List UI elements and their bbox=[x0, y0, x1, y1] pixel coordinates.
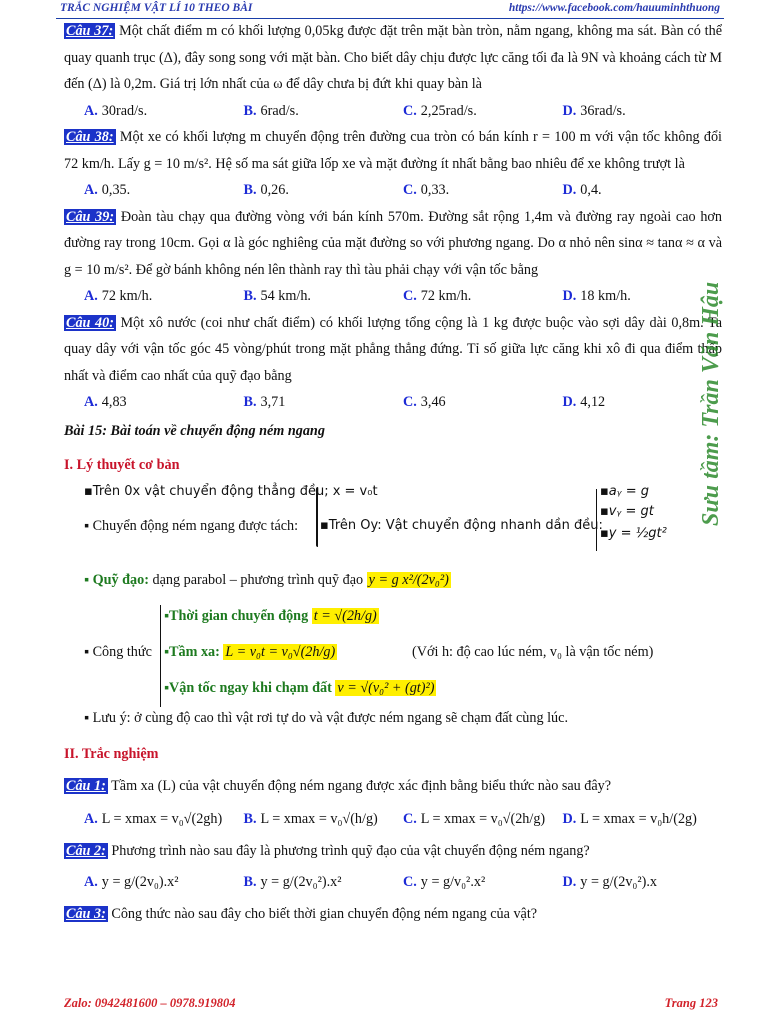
theory-range bbox=[164, 639, 337, 666]
watermark-text: Sưu tầm: Trần Văn Hậu bbox=[698, 281, 724, 526]
trajectory-label: ▪ Quỹ đạo: bbox=[84, 571, 149, 588]
speed-formula: v = √(v₀² + (gt)²) bbox=[337, 679, 435, 696]
option-c[interactable]: C. y = g/v₀².x² bbox=[403, 873, 486, 890]
option-b[interactable]: B. 6rad/s. bbox=[243, 102, 299, 119]
question-37-options bbox=[64, 98, 722, 125]
question-tag: Câu 40: bbox=[66, 314, 114, 331]
option-c[interactable]: C. 2,25rad/s. bbox=[403, 102, 477, 119]
theory-trajectory bbox=[84, 567, 451, 594]
option-c[interactable]: C. L = xmax = v₀√(2h/g) bbox=[403, 810, 546, 827]
theory-time bbox=[164, 603, 379, 630]
question-tag: Câu 37: bbox=[66, 23, 114, 39]
theory-brace bbox=[316, 487, 318, 547]
question-40 bbox=[64, 310, 722, 390]
question-38 bbox=[64, 124, 722, 177]
practice-q1 bbox=[64, 773, 722, 800]
practice-heading: II. Trắc nghiệm bbox=[64, 745, 159, 762]
question-tag: Câu 1: bbox=[66, 778, 106, 794]
theory-note: (Với h: độ cao lúc ném, v₀ là vận tốc ném) bbox=[412, 643, 654, 660]
question-tag: Câu 39: bbox=[66, 208, 115, 225]
option-a[interactable]: A. 72 km/h. bbox=[84, 288, 153, 304]
option-d[interactable]: D. 36rad/s. bbox=[562, 102, 626, 119]
option-d[interactable]: D. y = g/(2v₀²).x bbox=[562, 873, 657, 890]
practice-q2 bbox=[64, 838, 722, 865]
question-39 bbox=[64, 204, 722, 284]
question-tag: Câu 3: bbox=[66, 906, 106, 922]
speed-label: ▪Vận tốc ngay khi chạm đất bbox=[164, 679, 332, 696]
option-d[interactable]: D. L = xmax = v₀h/(2g) bbox=[562, 810, 697, 827]
question-text: Tầm xa (L) của vật chuyển động ném ngang được xác định bằng biểu thức nào sau đây? bbox=[111, 778, 612, 794]
theory-ox: ▪Trên 0x vật chuyển động thẳng đều; x = v₀t bbox=[84, 483, 378, 499]
header-link[interactable]: https://www.facebook.com/hauuminhthuong bbox=[508, 2, 720, 14]
option-d[interactable]: D. 0,4. bbox=[562, 182, 602, 198]
theory-heading: I. Lý thuyết cơ bản bbox=[64, 457, 180, 473]
option-b[interactable]: B. 54 km/h. bbox=[243, 288, 311, 304]
option-a[interactable]: A. 4,83 bbox=[84, 394, 127, 410]
formula-bar bbox=[160, 605, 161, 707]
time-formula: t = √(2h/g) bbox=[313, 607, 377, 624]
option-a[interactable]: A. 30rad/s. bbox=[84, 102, 148, 119]
question-37 bbox=[64, 18, 722, 98]
option-b[interactable]: B. 3,71 bbox=[243, 394, 286, 410]
trajectory-text: dạng parabol – phương trình quỹ đạo bbox=[152, 571, 364, 588]
question-text: Công thức nào sau đây cho biết thời gian chuyển động ném ngang của vật? bbox=[111, 906, 538, 922]
lesson-title: Bài 15: Bài toán về chuyển động ném ngang bbox=[64, 422, 325, 439]
question-text: Một chất điểm m có khối lượng 0,05kg được đặt trên mặt bàn tròn, nằm ngang, không ma sát. Bàn có thể quay quanh trục (Δ), đây song song với mặt bàn. Cho biết dây chịu được lực căng tối đa là 9N và khoảng cách từ M đến (Δ) là 0,2m. Giá trị lớn nhất của ω để dây chưa bị đứt khi quay bàn là bbox=[64, 23, 723, 92]
theory-formula-label: ▪ Công thức bbox=[84, 643, 152, 660]
page-content bbox=[64, 18, 722, 928]
page-header bbox=[56, 2, 724, 19]
option-a[interactable]: A. L = xmax = v₀√(2gh) bbox=[84, 810, 223, 827]
question-text: Một xô nước (coi như chất điểm) có khối lượng tổng cộng là 1 kg được buộc vào sợi dây dài 0,8m. Ta quay dây với vận tốc góc 45 vòng/phút trong mặt phẳng thẳng đứng. Tỉ số giữa lực căng khi xô đi qua điểm thấp nhất và điểm cao nhất của quỹ đạo bằng bbox=[64, 314, 722, 384]
page-footer bbox=[56, 996, 724, 1016]
trajectory-formula: y = g x²/(2v₀²) bbox=[368, 571, 449, 588]
option-c[interactable]: C. 0,33. bbox=[403, 182, 450, 198]
question-text: Phương trình nào sau đây là phương trình quỹ đạo của vật chuyển động ném ngang? bbox=[111, 843, 590, 859]
question-tag: Câu 38: bbox=[66, 129, 114, 145]
theory-split-label: ▪ Chuyển động ném ngang được tách: bbox=[84, 517, 299, 534]
question-text: Một xe có khối lượng m chuyển động trên đường cua tròn có bán kính r = 100 m với vận tốc không đổi 72 km/h. Lấy g = 10 m/s². Hệ số ma sát giữa lốp xe và mặt đường ít nhất bằng bao nhiêu để xe không trượt là bbox=[64, 129, 723, 172]
watermark bbox=[688, 276, 728, 532]
practice-q1-options bbox=[64, 806, 722, 833]
theory-speed bbox=[164, 675, 436, 702]
theory-oy: ▪Trên Oy: Vật chuyển động nhanh dần đều: bbox=[320, 517, 603, 533]
range-formula: L = v₀t = v₀√(2h/g) bbox=[225, 643, 336, 660]
option-b[interactable]: B. y = g/(2v₀²).x² bbox=[243, 873, 342, 890]
theory-bar bbox=[596, 489, 597, 551]
option-d[interactable]: D. 18 km/h. bbox=[562, 288, 631, 304]
question-39-options bbox=[64, 283, 722, 310]
practice-q2-options bbox=[64, 869, 722, 896]
theory-y: ▪y = ½gt² bbox=[600, 525, 667, 541]
question-40-options bbox=[64, 389, 722, 416]
theory-ay: ▪aᵧ = g bbox=[600, 483, 650, 499]
option-d[interactable]: D. 4,12 bbox=[562, 394, 606, 410]
option-b[interactable]: B. 0,26. bbox=[243, 182, 289, 198]
question-tag: Câu 2: bbox=[66, 843, 106, 859]
option-c[interactable]: C. 3,46 bbox=[403, 394, 446, 410]
time-label: ▪Thời gian chuyển động bbox=[164, 607, 309, 624]
option-a[interactable]: A. y = g/(2v₀).x² bbox=[84, 873, 179, 890]
range-label: ▪Tầm xa: bbox=[164, 643, 220, 660]
option-c[interactable]: C. 72 km/h. bbox=[403, 288, 472, 304]
question-text: Đoàn tàu chạy qua đường vòng với bán kính 570m. Đường sắt rộng 1,4m và đường ray ngoài cao hơn đường ray trong 10cm. Gọi α là góc nghiêng của mặt đường so với phương ngang. Do α nhỏ nên sinα ≈ tanα ≈ α và g = 10 m/s². Để gờ bánh không nén lên thành ray thì tàu phải chạy với vận tốc bằng bbox=[64, 208, 723, 278]
option-b[interactable]: B. L = xmax = v₀√(h/g) bbox=[243, 810, 378, 827]
header-title: TRẮC NGHIỆM VẬT LÍ 10 THEO BÀI bbox=[60, 2, 253, 14]
question-38-options bbox=[64, 177, 722, 204]
footer-page-number: Trang 123 bbox=[664, 996, 718, 1010]
theory-remark: ▪ Lưu ý: ở cùng độ cao thì vật rơi tự do và vật được ném ngang sẽ chạm đất cùng lúc. bbox=[84, 709, 568, 726]
practice-q3 bbox=[64, 901, 722, 928]
footer-contact: Zalo: 0942481600 – 0978.919804 bbox=[64, 996, 236, 1010]
option-a[interactable]: A. 0,35. bbox=[84, 182, 131, 198]
theory-block bbox=[64, 479, 722, 729]
theory-vy: ▪vᵧ = gt bbox=[600, 503, 654, 519]
